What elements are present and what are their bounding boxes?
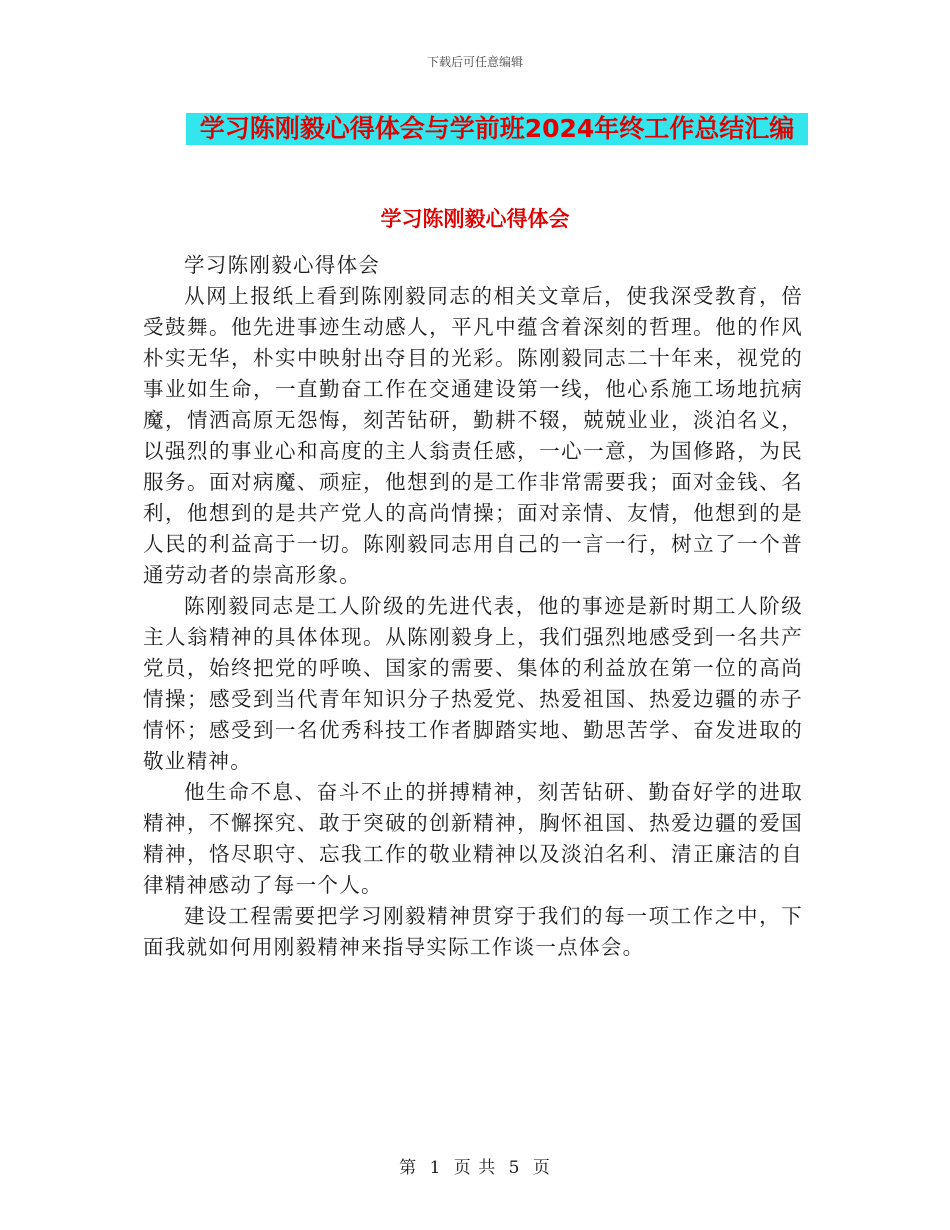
page-footer — [0, 1153, 950, 1178]
paragraph: 学习陈刚毅心得体会 — [184, 253, 381, 277]
paragraph: 从网上报纸上看到陈刚毅同志的相关文章后，使我深受教育，倍受鼓舞。他先进事迹生动感人，平凡中蕴含着深刻的哲理。他的作风朴实无华，朴实中映射出夺目的光彩。陈刚毅同志二十年来，视党的事业如生命，一直勤奋工作在交通建设第一线，他心系施工场地抗病魔，情洒高原无怨悔，刻苦钻研，勤耕不辍，兢兢业业，淡泊名义，以强烈的事业心和高度的主人翁责任感，一心一意，为国修路，为民服务。面对病魔、顽症，他想到的是工作非常需要我；面对金钱、名利，他想到的是共产党人的高尚情操；面对亲情、友情，他想到的是人民的利益高于一切。陈刚毅同志用自己的一言一行，树立了一个普通劳动者的崇高形象。 — [143, 284, 803, 587]
header-note: 下载后可任意编辑 — [426, 55, 523, 69]
paragraph: 建设工程需要把学习刚毅精神贯穿于我们的每一项工作之中，下面我就如何用刚毅精神来指导实际工作谈一点体会。 — [143, 904, 803, 959]
footer-total-pages: 5 — [508, 1158, 521, 1178]
paragraph: 他生命不息、奋斗不止的拼搏精神，刻苦钻研、勤奋好学的进取精神，不懈探究、敢于突破的创新精神，胸怀祖国、热爱边疆的爱国精神，恪尽职守、忘我工作的敬业精神以及淡泊名利、清正廉洁的自律精神感动了每一个人。 — [143, 780, 803, 897]
document-title-highlight — [186, 113, 808, 145]
section-title: 学习陈刚毅心得体会 — [380, 207, 570, 231]
footer-prefix: 第 — [399, 1158, 418, 1178]
paragraph: 陈刚毅同志是工人阶级的先进代表，他的事迹是新时期工人阶级主人翁精神的具体体现。从陈刚毅身上，我们强烈地感受到一名共产党员，始终把党的呼唤、国家的需要、集体的利益放在第一位的高尚情操；感受到当代青年知识分子热爱党、热爱祖国、热爱边疆的赤子情怀；感受到一名优秀科技工作者脚踏实地、勤思苦学、奋发进取的敬业精神。 — [143, 594, 803, 773]
document-body — [143, 250, 803, 963]
footer-suffix: 页 — [532, 1158, 551, 1178]
document-title: 学习陈刚毅心得体会与学前班2024年终工作总结汇编 — [199, 114, 795, 143]
footer-middle: 页 共 — [453, 1158, 497, 1178]
footer-current-page: 1 — [429, 1158, 442, 1178]
